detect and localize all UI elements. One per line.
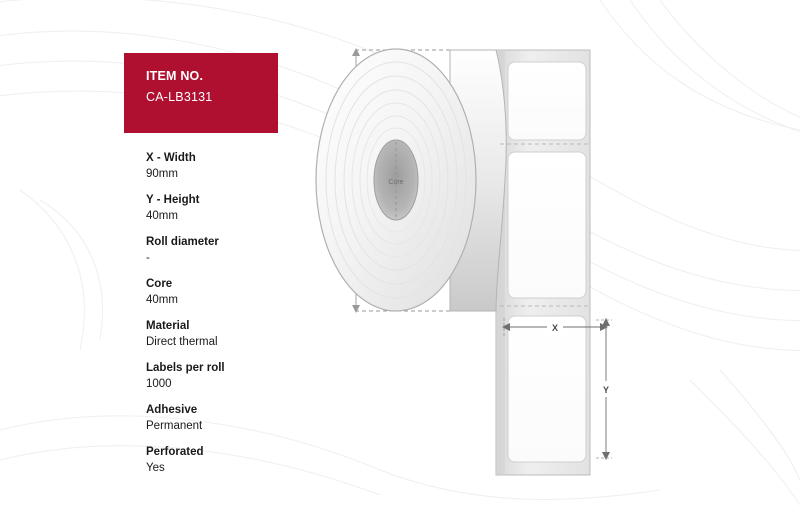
spec-label-core: Core bbox=[146, 278, 173, 290]
spec-row-roll-diameter bbox=[146, 234, 366, 267]
spec-value-height: 40mm bbox=[146, 210, 178, 222]
spec-row-height bbox=[146, 192, 366, 225]
item-number-box bbox=[124, 53, 278, 133]
spec-label-adhesive: Adhesive bbox=[146, 404, 198, 416]
label-bottom bbox=[502, 316, 614, 462]
label-roll-illustration bbox=[300, 20, 780, 500]
label-top bbox=[508, 62, 586, 140]
spec-value-material: Direct thermal bbox=[146, 336, 218, 348]
spec-value-perforated: Yes bbox=[146, 462, 165, 474]
spec-row-labels-per-roll bbox=[146, 360, 366, 393]
spec-value-width: 90mm bbox=[146, 168, 178, 180]
y-dimension-label: Y bbox=[602, 385, 610, 395]
x-dimension-label: X bbox=[551, 323, 559, 333]
spec-value-roll-diameter: - bbox=[146, 252, 150, 264]
spec-value-labels-per-roll: 1000 bbox=[146, 378, 172, 390]
spec-row-adhesive bbox=[146, 402, 366, 435]
core-label: Core bbox=[388, 179, 404, 186]
spec-label-material: Material bbox=[146, 320, 190, 332]
spec-label-roll-diameter: Roll diameter bbox=[146, 236, 219, 248]
item-number-value: CA-LB3131 bbox=[146, 90, 213, 104]
spec-row-material bbox=[146, 318, 366, 351]
spec-label-height: Y - Height bbox=[146, 194, 200, 206]
spec-row-core bbox=[146, 276, 366, 309]
spec-label-perforated: Perforated bbox=[146, 446, 204, 458]
spec-value-core: 40mm bbox=[146, 294, 178, 306]
specifications-list bbox=[146, 150, 366, 486]
spec-label-width: X - Width bbox=[146, 152, 196, 164]
label-middle bbox=[500, 144, 588, 306]
spec-value-adhesive: Permanent bbox=[146, 420, 203, 432]
item-number-title: ITEM NO. bbox=[146, 69, 204, 83]
spec-row-perforated bbox=[146, 444, 366, 477]
spec-label-labels-per-roll: Labels per roll bbox=[146, 362, 225, 374]
spec-row-width bbox=[146, 150, 366, 183]
